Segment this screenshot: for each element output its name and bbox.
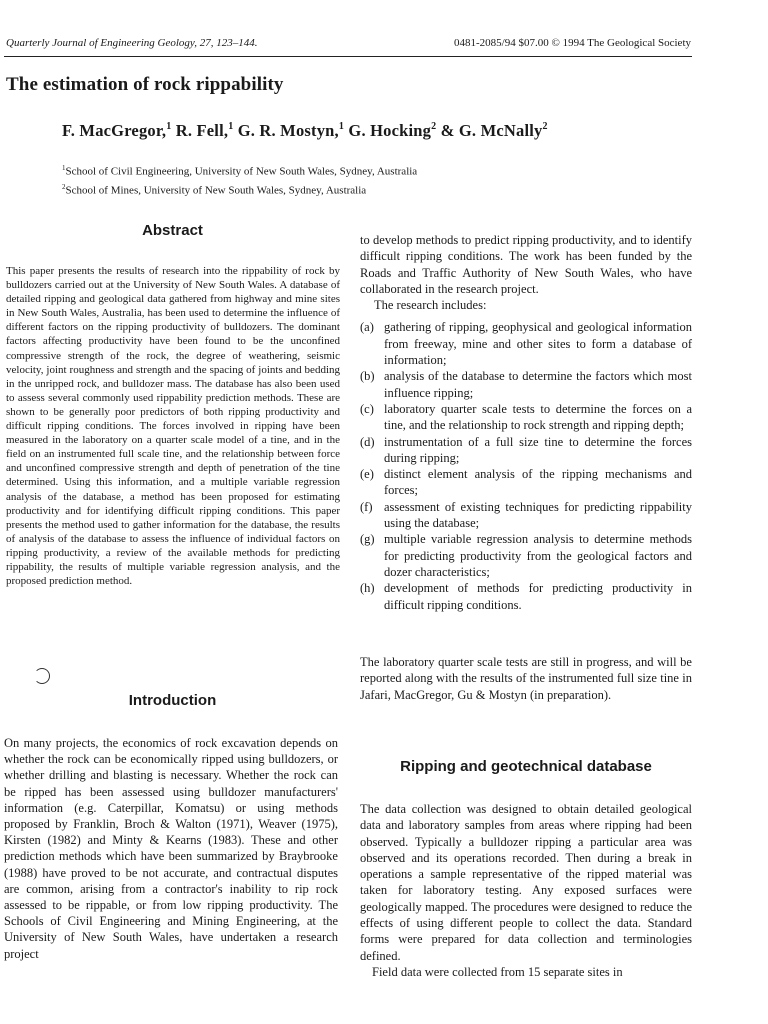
author-list (62, 121, 548, 141)
journal-citation: Quarterly Journal of Engineering Geology, 27, 123–144. (6, 37, 258, 49)
author: G. R. Mostyn,$^1$ (237, 120, 345, 140)
paragraph: Field data were collected from 15 separate sites in (372, 964, 623, 979)
list-item: (b) analysis of the database to determine the factors which most influence ripping; (360, 369, 692, 400)
paragraph: The data collection was designed to obtain detailed geological data and laboratory samples from areas where ripping had been observed. Typically a bulldozer ripping a particular area was observed and its operations recorded. Then during a break in operations a sample representative of the ripped material was taken for laboratory testing. Any exposed surfaces were geologically mapped. The procedures were designed to reduce the effects of using different people to collect the data. Standard forms were prepared for data collection and terminologies defined. (360, 802, 692, 963)
list-item: (c) laboratory quarter scale tests to determine the forces on a tine, and the relationship to rock strength and ripping depth; (360, 401, 692, 433)
list-item: (h) development of methods for predicting productivity in difficult ripping conditions. (360, 581, 692, 612)
affiliation: $^2$School of Mines, University of New South Wales, Sydney, Australia (62, 182, 367, 197)
copyright-line: 0481-2085/94 $07.00 © 1994 The Geological Society (454, 37, 691, 49)
right-column-text (360, 232, 692, 613)
lab-tests-paragraph: The laboratory quarter scale tests are still in progress, and will be reported along with the results of the instrumented full size tine in Jafari, MacGregor, Gu & Mostyn (in preparation). (360, 655, 692, 702)
list-item: (f) assessment of existing techniques for predicting rippability using the database; (360, 499, 692, 531)
author: & G. McNally$^2$ (440, 120, 548, 140)
list-item: (d) instrumentation of a full size tine to determine the forces during ripping; (360, 434, 692, 465)
list-item: (e) distinct element analysis of the ripping mechanisms and forces; (360, 467, 692, 498)
introduction-heading: Introduction (128, 692, 217, 709)
research-list (360, 319, 692, 612)
author: F. MacGregor,$^1$ (62, 120, 172, 140)
author: R. Fell,$^1$ (175, 120, 234, 140)
affiliations (62, 161, 417, 198)
introduction-body: On many projects, the economics of rock excavation depends on whether the rock can be economically ripped using bulldozers, or whether drilling and blasting is necessary. Whether the rock can be ripped has been assessed using bulldozer manufacturers' information (e.g. Caterpillar, Komatsu) or using methods proposed by Franklin, Broch & Walton (1971), Weaver (1975), Kirsten (1982) and Minty & Kearns (1983). These and other prediction methods which have been summarized by Braybrooke (1988) have proved to be not accurate, and contractual disputes are common, arising from a contractor's inability to rip rock assessed to be rippable, or from low ripping productivity. The Schools of Civil Engineering and Mining Engineering, at the University of New South Wales, have undertaken a research project (4, 736, 338, 961)
list-item: (a) gathering of ripping, geophysical and geological information from freeway, mine and other sites to form a database of information; (360, 320, 692, 368)
research-intro: The research includes: (374, 298, 487, 313)
list-item: (g) multiple variable regression analysis to determine methods for predicting productivity from the geological factors and dozer characteristics; (360, 532, 692, 579)
introduction-continuation: to develop methods to predict ripping productivity, and to identify difficult ripping conditions. The work has been funded by the Roads and Traffic Authority of New South Wales, who have collaborated in the research project. (360, 233, 692, 296)
abstract-body: This paper presents the results of research into the rippability of rock by bulldozers carried out at the University of New South Wales. A database of detailed ripping and geological data gathered from highway and mine sites in New South Wales, Australia, has been used to determine the influence of different factors on the ripping productivity of bulldozers. The dominant factors affecting productivity have been found to be the unconfined compressive strength of the rock, the degree of weathering, seismic velocity, joint roughness and strength and the spacing of joints and bedding in the unripped rock, and bulldozer mass. The database has also been used to assess several commonly used rippability prediction methods. These are shown to be generally poor predictors of both ripping productivity and difficult ripping conditions. The forces involved in ripping have been measured in the laboratory on a quarter scale model of a tine, and in the field on an instrumented full scale tine, and the relationship between force and unconfined compressive strength and depth of penetration of the tine determined. Using this information, and a multiple variable regression analysis of the database, a method has been proposed for estimating productivity and for identifying difficult ripping conditions. This paper presents the method used to gather information for the database, the results of analysis of the database to assess the influence of individual factors on ripping productivity, a review of the available methods for predicting rippability, the results of multiple variable regression analysis, and the proposed prediction method. (6, 265, 340, 588)
margin-mark (34, 668, 50, 684)
paper-title: The estimation of rock rippability (6, 74, 284, 95)
header-divider (4, 56, 692, 57)
affiliation: $^1$School of Civil Engineering, University of New South Wales, Sydney, Australia (62, 164, 418, 178)
author: G. Hocking$^2$ (348, 120, 437, 140)
ripping-database-body (360, 801, 692, 980)
abstract-heading: Abstract (142, 222, 203, 239)
ripping-database-heading: Ripping and geotechnical database (400, 758, 652, 775)
